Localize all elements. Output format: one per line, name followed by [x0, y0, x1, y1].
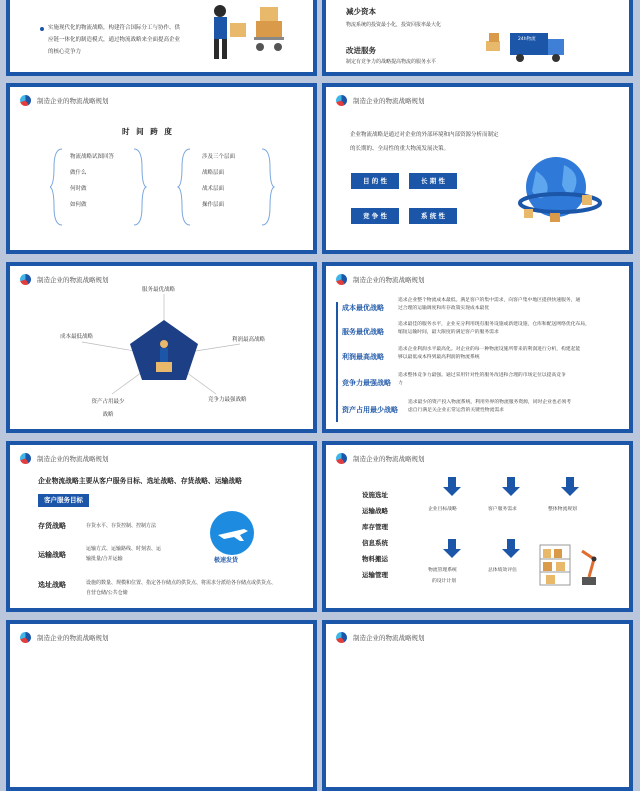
tag-long-term: 长 期 性 [409, 173, 457, 189]
down-arrow-icon [502, 549, 520, 558]
strategy-row-title: 成本最优战略 [342, 304, 384, 312]
slide-9[interactable] [6, 620, 317, 791]
strategy-row-title: 资产占用最少战略 [342, 406, 398, 414]
down-arrow-icon [448, 539, 456, 549]
airplane-icon [210, 511, 254, 555]
slide-header [20, 630, 109, 644]
slide-1[interactable] [6, 0, 317, 76]
top-label: 客户服务需求 [488, 507, 517, 512]
slide-header [20, 451, 109, 465]
logo-icon [336, 95, 347, 106]
slide-title: 制造企业的物流战略规划 [353, 633, 425, 642]
slide-6[interactable] [322, 262, 633, 433]
down-arrow-icon [448, 477, 456, 487]
inventory-strategy-item: 存货水平、存货控制、控制方法 [86, 523, 157, 529]
slide1-text-line-3: 的核心竞争力 [48, 49, 82, 55]
warehouse-robot-illustration [538, 541, 608, 591]
customer-service-pill: 客户服务目标 [38, 494, 89, 507]
down-arrow-icon [507, 539, 515, 549]
logo-icon [336, 274, 347, 285]
slide-header [336, 451, 425, 465]
slide-header [336, 630, 425, 644]
slide-title: 制造企业的物流战略规划 [37, 454, 109, 463]
left-topic: 设施选址 [362, 491, 388, 499]
slide-header [20, 93, 109, 107]
logo-icon [20, 95, 31, 106]
strategy-row-desc: 追求企业整个物流成本最低。满足客户的集中需求，向客户集中地区提供快速服务，通 [398, 298, 581, 303]
express-badge: 极速发货 [214, 557, 239, 564]
inventory-strategy-title: 存货战略 [38, 522, 66, 530]
slide-3[interactable] [6, 83, 317, 254]
tag-purposeful: 目 的 性 [351, 173, 399, 189]
transport-strategy-item: 输批量/合并运输 [86, 556, 123, 562]
down-arrow-icon [561, 487, 579, 496]
tag-competitive: 竞 争 性 [351, 208, 399, 224]
slide-title: 制造企业的物流战略规划 [353, 275, 425, 284]
truck-icon [486, 27, 576, 67]
bottom-label: 总体绩效评估 [488, 568, 517, 573]
pentagon-label-profit: 利润最高战略 [232, 337, 266, 343]
truck-label: 24h物流 [518, 37, 536, 42]
strategy-row-desc: 追求最佳的服务水平，企业充分利用现有服务设施或新建设施，仓库和配送网络优化布局， [398, 322, 590, 327]
strategy-row-desc: 追求企业利润水平最高化。对企业的每一种物流设施所带来的利润进行分析，构建起能 [398, 347, 581, 352]
logo-icon [336, 632, 347, 643]
left-list-item: 何时做 [70, 186, 87, 192]
right-list-item: 战术层面 [202, 186, 225, 192]
logo-icon [20, 632, 31, 643]
strategy-row-desc: 缩短运输时间，最大限度的满足客户的服务需求 [398, 330, 499, 335]
pentagon-label-cost: 成本最低战略 [60, 334, 94, 340]
down-arrow-icon [566, 477, 574, 487]
left-list-item: 做什么 [70, 170, 87, 176]
left-list-item: 物流战略试图回答 [70, 154, 115, 160]
strategy-row-desc: 力 [398, 381, 403, 386]
slide-7[interactable] [6, 441, 317, 612]
improve-service-desc: 制定有竞争力的战略提高物流的服务水平 [346, 59, 437, 65]
slide-header [336, 93, 425, 107]
slide-4[interactable] [322, 83, 633, 254]
top-label: 企业目标战略 [428, 507, 457, 512]
location-strategy-title: 选址战略 [38, 581, 66, 589]
bottom-label: 物流管理系统 [428, 568, 457, 573]
vertical-rule [336, 302, 338, 422]
improve-service-title: 改进服务 [346, 46, 376, 55]
logo-icon [336, 453, 347, 464]
slide-header [336, 272, 425, 286]
right-list-item: 涉及三个层面 [202, 154, 236, 160]
delivery-worker-illustration [200, 1, 300, 61]
intro-line-2: 的长期的、全局性的重大物流发展决策。 [350, 146, 450, 152]
strategy-row-desc: 够以最低成本得到最高利润的物流系统 [398, 355, 480, 360]
pentagon-label-asset: 资产占用最少战略 [91, 399, 125, 418]
left-topic: 库存管理 [362, 523, 388, 531]
down-arrow-icon [502, 487, 520, 496]
transport-strategy-item: 运输方式、运输路线、时刻表、运 [86, 546, 162, 552]
globe-logistics-illustration [512, 151, 612, 227]
bullet-icon [40, 27, 44, 31]
left-topic: 物料搬运 [362, 555, 388, 563]
strategy-row-desc: 过合理的运输调度和库存政策实现成本最优 [398, 306, 490, 311]
slide-2[interactable] [322, 0, 633, 76]
slide-title: 制造企业的物流战略规划 [37, 96, 109, 105]
location-strategy-item: 自营仓储/公共仓储 [86, 590, 128, 596]
down-arrow-icon [443, 549, 461, 558]
slide-title: 制造企业的物流战略规划 [353, 96, 425, 105]
tag-systematic: 系 统 性 [409, 208, 457, 224]
top-label: 整体物流规划 [548, 507, 577, 512]
location-strategy-item: 设施的数量、规模和位置、指定各存储点的供货点、将需求分派给各存储点或供货点、 [86, 580, 277, 586]
logo-icon [20, 453, 31, 464]
bottom-label: 的设计计划 [432, 579, 456, 584]
intro-line-1: 企业物流战略是通过对企业的外部环境和内部资源分析而制定 [350, 132, 499, 138]
strategy-row-title: 竞争力最强战略 [342, 379, 391, 387]
slide-10[interactable] [322, 620, 633, 791]
left-topic: 运输战略 [362, 507, 388, 515]
strategy-row-title: 服务最优战略 [342, 328, 384, 336]
strategy-heading: 企业物流战略主要从客户服务目标、选址战略、存货战略、运输战略 [38, 477, 242, 485]
slide-title: 制造企业的物流战略规划 [353, 454, 425, 463]
down-arrow-icon [443, 487, 461, 496]
left-topic: 运输管理 [362, 571, 388, 579]
right-list-item: 操作层面 [202, 202, 225, 208]
strategy-row-title: 利润最高战略 [342, 353, 384, 361]
reduce-capital-desc: 物流系统的投资最小化，投资回报率最大化 [346, 22, 442, 28]
left-list-item: 如何做 [70, 202, 87, 208]
down-arrow-icon [507, 477, 515, 487]
strategy-row-desc: 虑自行满足关企业正常运营的关键性物流需求 [408, 408, 504, 413]
strategy-row-desc: 追求最少的资产投入物流系统，利用外界的物流服务资源，同时企业也必须考 [408, 400, 572, 405]
strategy-row-desc: 追求整体竞争力最强。通过采用针对性的服务改进和合理的市场定位以提高竞争 [398, 373, 566, 378]
slide1-text-line-1: 实施现代化的物流战略，构建符合国际分工与协作、供 [48, 25, 181, 31]
slide-title: 制造企业的物流战略规划 [37, 275, 109, 284]
time-span-title: 时 间 跨 度 [122, 127, 174, 136]
slide-title: 制造企业的物流战略规划 [37, 633, 109, 642]
transport-strategy-title: 运输战略 [38, 551, 66, 559]
slide-5[interactable] [6, 262, 317, 433]
pentagon-label-competitive: 竞争力最强战略 [208, 397, 247, 403]
left-topic: 信息系统 [362, 539, 388, 547]
pentagon-label-service: 服务最优战略 [142, 287, 176, 293]
slide1-text-line-2: 应链一体化的制造模式，通过物流战略来全面提高企业 [48, 37, 181, 43]
slide-8[interactable] [322, 441, 633, 612]
reduce-capital-title: 减少资本 [346, 7, 376, 16]
right-list-item: 战略层面 [202, 170, 225, 176]
